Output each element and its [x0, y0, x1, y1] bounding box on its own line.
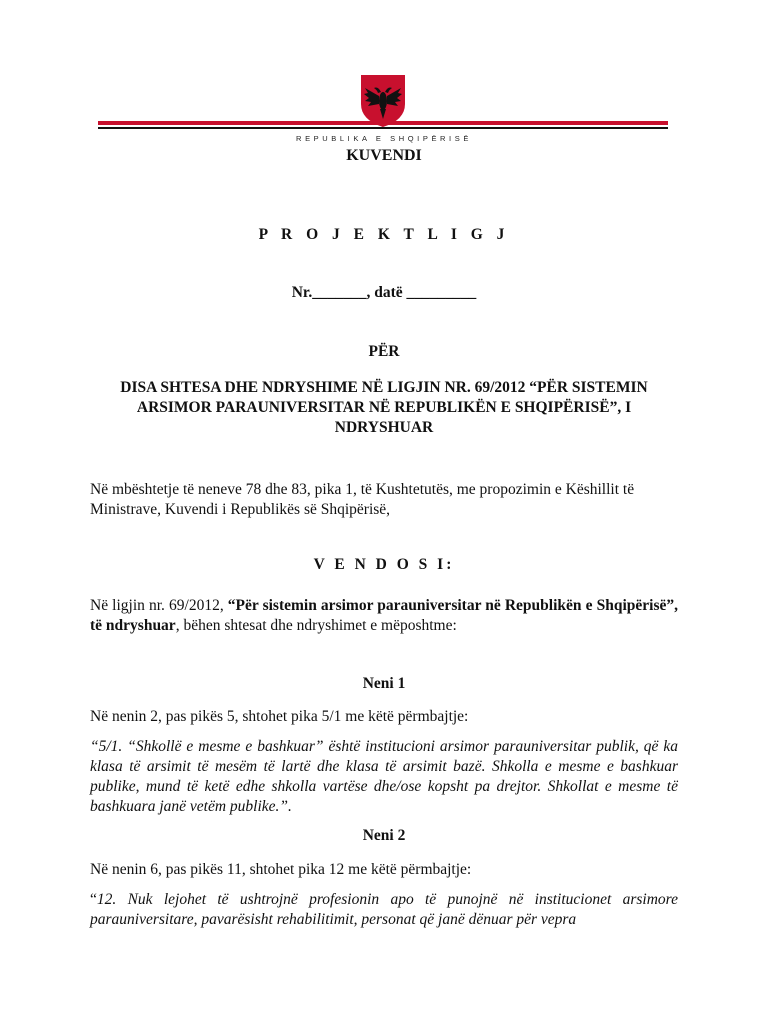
article-2-text: Në nenin 6, pas pikës 11, shtohet pika 12 me këtë përmbajtje:: [90, 861, 472, 878]
article-1-quote: “5/1. “Shkollë e mesme e bashkuar” është institucioni arsimor parauniversitar publik, që ka klasa të arsimit të mesëm të lartë dhe klasa të arsimit bazë. Shkolla e mesme e bashkuar publike, mund të ketë edhe shkolla vartëse dhe/ose kopsht pa drejtor. Shkollat e mesme të bashkuara janë vetëm publike.”.: [90, 738, 678, 815]
intro-text-c: , bëhen shtesat dhe ndryshimet e mëposhtme:: [175, 617, 457, 634]
article-2-quote-mark: “: [90, 891, 97, 908]
article-2-quote-text: 12. Nuk lejohet të ushtrojnë profesionin apo të punojnë në institucionet arsimore parauniversitare, pavarësisht rehabilitimit, personat që janë dënuar për vepra: [90, 891, 678, 928]
document-type-heading: P R O J E K T L I G J: [258, 226, 510, 243]
republic-caption: REPUBLIKA E SHQIPËRISË: [296, 134, 472, 143]
albanian-eagle-emblem-icon: [359, 74, 407, 128]
intro-law-name: “Për sistemin arsimor parauniversitar në Republikën e Shqipërisë”, të ndryshuar: [90, 597, 678, 634]
institution-name: KUVENDI: [346, 147, 422, 164]
vendosi-heading: V E N D O S I:: [313, 556, 455, 573]
article-1-text: Në nenin 2, pas pikës 5, shtohet pika 5/1 me këtë përmbajtje:: [90, 708, 469, 725]
preamble-paragraph: Në mbështetje të neneve 78 dhe 83, pika 1, të Kushtetutës, me propozimin e Këshillit të Ministrave, Kuvendi i Republikës së Shqipërisë,: [90, 481, 635, 518]
per-heading: PËR: [368, 343, 400, 360]
article-2-heading: Neni 2: [362, 827, 406, 844]
number-date-line: Nr._______, datë _________: [291, 284, 477, 301]
article-1-heading: Neni 1: [362, 675, 406, 692]
header-black-rule: [98, 127, 668, 129]
intro-paragraph: [90, 596, 678, 636]
law-title: DISA SHTESA DHE NDRYSHIME NË LIGJIN NR. 69/2012 “PËR SISTEMIN ARSIMOR PARAUNIVERSITAR NË REPUBLIKËN E SHQIPËRISË”, I NDRYSHUAR: [120, 379, 648, 436]
intro-text-a: Në ligjin nr. 69/2012,: [90, 597, 228, 614]
header-red-rule: [98, 121, 668, 125]
article-2-quote: [90, 890, 678, 930]
